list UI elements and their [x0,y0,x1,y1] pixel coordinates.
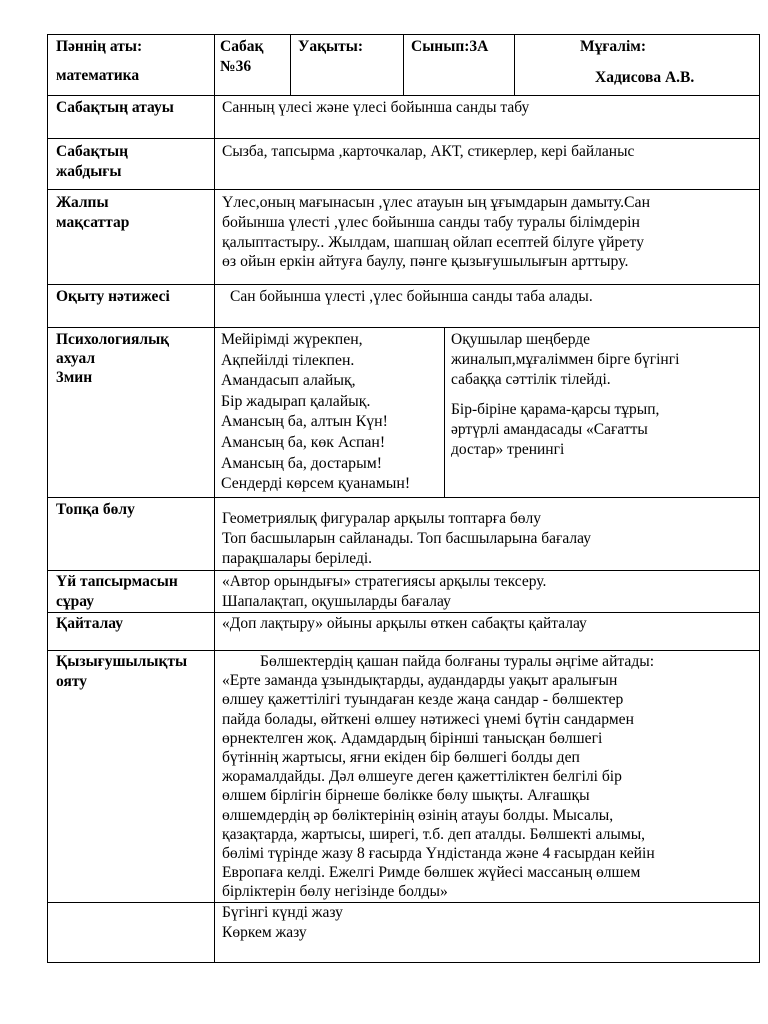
poem-line: Ақпейілді тілекпен. [221,351,355,369]
description-line: жиналып,мұғаліммен бірге бүгінгі [451,350,680,368]
psych-description-2 [451,400,659,459]
subject-cell [47,34,215,96]
interest-line: «Ерте заманда ұзындықтарды, аудандарды уақыт аралығын [222,672,618,690]
groups-label: Топқа бөлу [56,501,135,518]
homework-text [222,572,546,612]
topic-label-cell [47,95,215,139]
description-line: Оқушылар шеңберде [451,331,591,348]
writing-label-cell [47,902,215,963]
writing-line: Көркем жазу [222,923,307,941]
teacher-name: Хадисова А.В. [595,69,695,86]
goals-text [222,193,650,272]
interest-line: өрнектелген жоқ. Адамдардың бірінші танысқан бөлшегі [222,729,603,747]
psych-description-cell [444,327,760,498]
review-value-cell [214,612,760,651]
homework-line: Шапалақтап, оқушыларды бағалау [222,592,451,610]
lesson-label: Сабақ [220,38,264,55]
homework-label-2: сұрау [56,593,94,610]
subject-label: Пәннің аты: [56,38,143,55]
outcome-text: Сан бойынша үлесті ,үлес бойынша санды таба алады. [230,288,593,305]
outcome-label: Оқыту нәтижесі [56,288,170,305]
interest-line: қазақтарда, жартысы, ширегі, т.б. деп аталды. Бөлшекті алымы, [222,825,646,843]
poem-line: Амансың ба, көк Аспан! [221,433,386,451]
homework-line: «Автор орындығы» стратегиясы арқылы тексеру. [222,573,547,590]
topic-text: Санның үлесі және үлесі бойынша санды табу [222,99,530,116]
homework-label-cell [47,570,215,613]
poem-line: Амансың ба, алтын Күн! [221,413,388,431]
interest-line: пайда болады, өйткені өлшеу нәтижесі үнемі бүтін сандармен [222,710,634,728]
homework-label-1: Үй тапсырмасын [56,573,178,590]
equipment-label-cell [47,138,215,190]
review-label: Қайталау [56,615,124,632]
psych-poem [221,330,410,495]
groups-value-cell [214,497,760,571]
review-text: «Доп лақтыру» ойыны арқылы өткен сабақты қайталау [222,615,587,632]
psych-label-2: ахуал [56,350,96,367]
review-label-cell [47,612,215,651]
interest-line: Европаға келді. Ежелгі Римде бөлшек жүйесі массаның өлшем [222,864,641,882]
groups-line: Геометриялық фигуралар арқылы топтарға бөлу [222,510,541,527]
description-line: әртүрлі амандасады «Сағатты [451,420,648,438]
topic-label: Сабақтың атауы [56,99,174,116]
interest-label-2: ояту [56,673,87,690]
goals-line: қалыптастыру.. Жылдам, шапшаң ойлап есептей білуге үйрету [222,233,644,251]
topic-value-cell [214,95,760,139]
psych-description-1 [451,330,679,389]
lesson-number-cell [214,34,291,96]
goals-line: Үлес,оның мағынасын ,үлес атауын ың ұғымдарын дамыту.Сан [222,194,651,211]
goals-line: өз ойын еркін айтуға баулу, пәнге қызығушылығын арттыру. [222,253,629,271]
interest-line: өлшеу қажеттілігі туындаған кезде жаңа сандар - бөлшектер [222,691,624,709]
groups-text [222,509,591,568]
writing-text [222,903,343,943]
time-label: Уақыты: [298,38,364,55]
description-line: Бір-біріне қарама-қарсы тұрып, [451,401,660,418]
interest-value-cell [214,650,760,903]
teacher-label: Мұғалім: [580,38,647,55]
groups-label-cell [47,497,215,571]
interest-line: жорамалдайды. Дәл өлшеуге деген қажеттіліктен белгілі бір [222,768,622,786]
equipment-label-2: жабдығы [56,163,122,180]
interest-line: бірліктерін бөлу негізінде болды» [222,883,448,901]
interest-label-cell [47,650,215,903]
interest-label-1: Қызығушылықты [56,653,188,670]
interest-line: бөлімі түрінде жазу 8 ғасырда Үндістанда және 4 ғасырдан кейін [222,845,655,863]
groups-line: парақшалары беріледі. [222,549,373,567]
class-cell [403,34,515,96]
poem-line: Амансың ба, достарым! [221,454,382,472]
psych-poem-cell [214,327,445,498]
subject-value: математика [56,67,140,84]
interest-line: өлшем бірлігін бірнеше бөлікке бөлу шықты. Алғашқы [222,787,590,805]
outcome-label-cell [47,284,215,328]
class-label: Сынып:3А [411,38,489,55]
description-line: сабаққа сәттілік тілейді. [451,370,611,388]
goals-label-1: Жалпы [56,194,109,211]
groups-line: Топ басшыларын сайланады. Топ басшыларына бағалау [222,529,592,547]
interest-line: Бөлшектердің қашан пайда болғаны туралы әңгіме айтады: [260,653,655,670]
equipment-label-1: Сабақтың [56,143,129,160]
goals-label-cell [47,189,215,285]
goals-line: бойынша үлесті ,үлес бойынша санды табу туралы білімдерін [222,213,640,231]
writing-line: Бүгінгі күнді жазу [222,904,343,921]
writing-value-cell [214,902,760,963]
description-line: достар» тренингі [451,440,565,458]
poem-line: Амандасып алайық, [221,372,356,390]
interest-line: өлшемдердің әр бөліктерінің өзінің атауы болды. Мысалы, [222,806,614,824]
poem-line: Бір жадырап қалайық. [221,392,371,410]
poem-line: Мейірімді жүрекпен, [221,331,363,348]
interest-line: бүтіннің жартысы, яғни екіден бір бөлшегі болды деп [222,749,580,767]
psych-label-1: Психологиялық [56,331,170,348]
equipment-text: Сызба, тапсырма ,карточкалар, АКТ, стикерлер, кері байланыс [222,143,635,160]
teacher-cell [514,34,760,96]
goals-value-cell [214,189,760,285]
interest-text [222,652,655,902]
time-cell [290,34,404,96]
psych-label-3: 3мин [56,369,93,386]
poem-line: Сендерді көрсем қуанамын! [221,475,411,493]
lesson-number: №36 [220,58,252,75]
psych-label-cell [47,327,215,498]
goals-label-2: мақсаттар [56,214,130,231]
equipment-value-cell [214,138,760,190]
homework-value-cell [214,570,760,613]
outcome-value-cell [214,284,760,328]
